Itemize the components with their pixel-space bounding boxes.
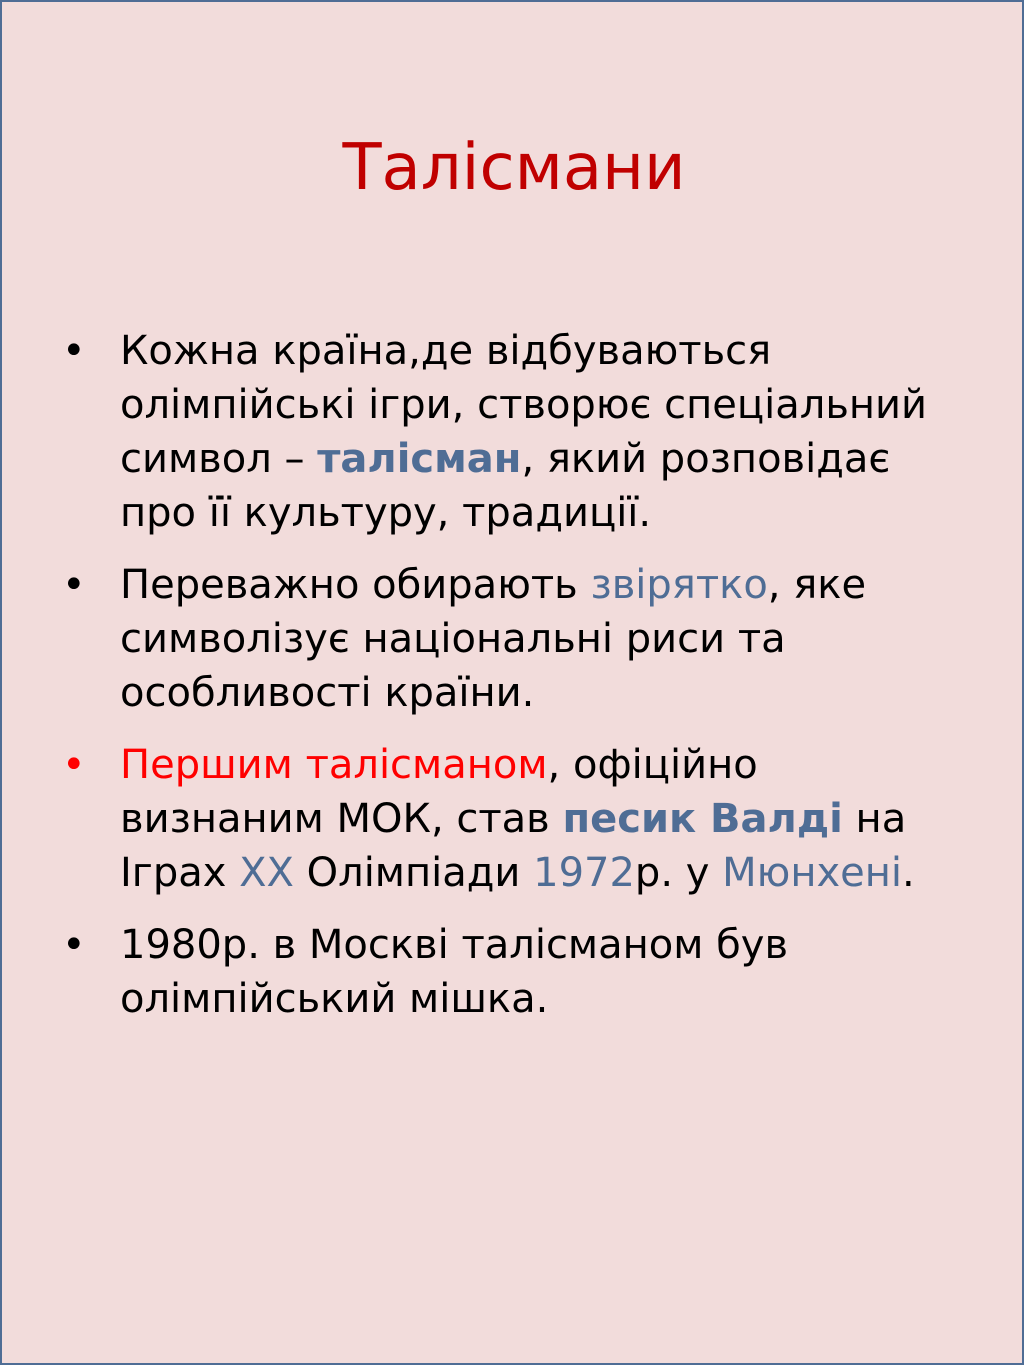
bullet-item — [62, 324, 962, 540]
highlight-talisman: талісман — [317, 436, 522, 482]
highlight-animal: звірятко — [590, 562, 768, 608]
bullet-text: Олімпіади — [293, 850, 534, 896]
slide-title: Талісмани — [342, 131, 686, 205]
bullet-item — [62, 918, 962, 1026]
bullet-text: , яке символізує національні риси та особливості країни. — [120, 562, 867, 716]
highlight-year: 1972 — [533, 850, 635, 896]
bullet-text: 1980р. в Москві талісманом був олімпійський мішка. — [120, 922, 789, 1022]
highlight-olympiad-number: ХХ — [239, 850, 294, 896]
bullet-list — [62, 324, 962, 1044]
bullet-point-icon: • — [62, 922, 86, 968]
highlight-waldi: песик Валді — [562, 796, 843, 842]
bullet-item — [62, 738, 962, 900]
highlight-city: Мюнхені — [722, 850, 903, 896]
bullet-text: , офіційно визнаним МОК, став — [120, 742, 758, 842]
bullet-text: , який розповідає про її культуру, традиції. — [120, 436, 891, 536]
bullet-text: Кожна країна,де відбуваються олімпійські ігри, створює спеціальний символ – — [120, 328, 928, 482]
bullet-text: на Іграх — [120, 796, 907, 896]
bullet-item — [62, 558, 962, 720]
highlight-first-talisman: Першим талісманом — [120, 742, 548, 788]
bullet-point-icon: • — [62, 562, 86, 608]
bullet-text: . — [902, 850, 915, 896]
bullet-point-icon: • — [62, 328, 86, 374]
bullet-text: Переважно обирають — [120, 562, 591, 608]
bullet-point-icon: • — [62, 742, 86, 788]
bullet-text: р. у — [634, 850, 723, 896]
